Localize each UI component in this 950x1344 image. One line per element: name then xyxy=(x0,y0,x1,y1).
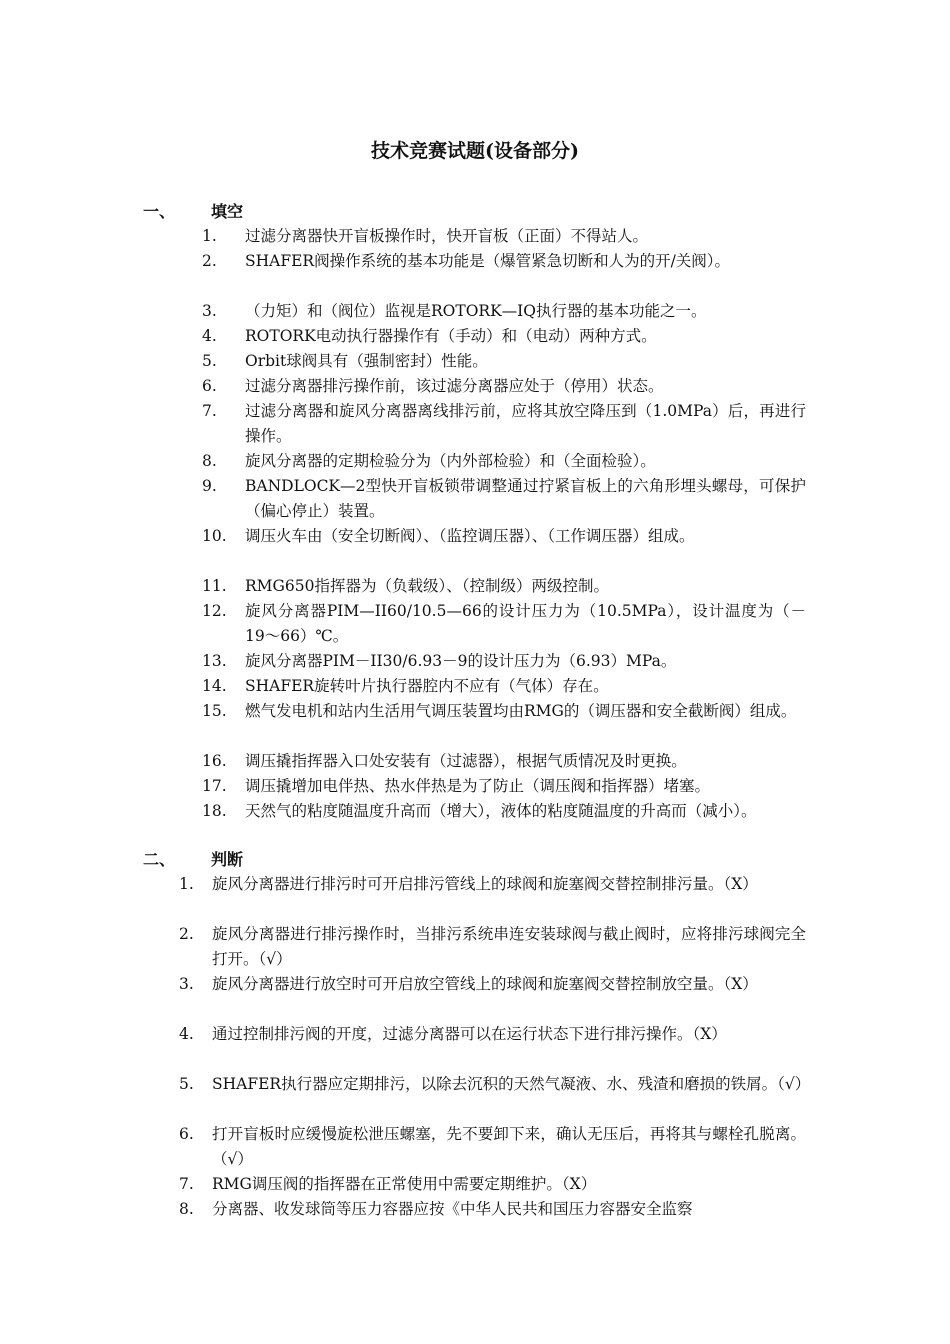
item-text: 旋风分离器进行排污操作时，当排污系统串连安装球阀与截止阀时，应将排污球阀完全打开。（√） xyxy=(212,925,806,968)
item-number: 5. xyxy=(202,352,217,370)
item-number: 7. xyxy=(202,402,217,420)
item-number: 1. xyxy=(179,875,194,893)
fill-item-16 xyxy=(202,749,806,774)
fill-item-5 xyxy=(202,349,806,374)
item-number: 8. xyxy=(179,1200,194,1218)
item-number: 12. xyxy=(202,602,227,620)
item-text: BANDLOCK—2型快开盲板锁带调整通过拧紧盲板上的六角形埋头螺母，可保护（偏心停止）装置。 xyxy=(245,477,806,520)
item-text: 过滤分离器和旋风分离器离线排污前，应将其放空降压到（1.0MPa）后，再进行操作。 xyxy=(245,402,806,445)
section-1-heading xyxy=(143,200,243,224)
item-text: ROTORK电动执行器操作有（手动）和（电动）两种方式。 xyxy=(245,327,657,345)
item-number: 3. xyxy=(202,302,217,320)
item-text: 调压撬增加电伴热、热水伴热是为了防止（调压阀和指挥器）堵塞。 xyxy=(245,777,711,795)
item-number: 2. xyxy=(179,925,194,943)
item-text: SHAFER执行器应定期排污，以除去沉积的天然气凝液、水、残渣和磨损的铁屑。（√） xyxy=(212,1075,811,1093)
item-text: 过滤分离器快开盲板操作时，快开盲板（正面）不得站人。 xyxy=(245,227,649,245)
judge-item-3 xyxy=(179,972,806,997)
item-number: 13. xyxy=(202,652,227,670)
item-text: Orbit球阀具有（强制密封）性能。 xyxy=(245,352,488,370)
fill-item-2 xyxy=(202,249,806,274)
fill-item-11 xyxy=(202,574,806,599)
item-number: 18. xyxy=(202,802,227,820)
fill-item-14 xyxy=(202,674,806,699)
item-text: 旋风分离器PIM－II30/6.93－9的设计压力为（6.93）MPa。 xyxy=(245,652,677,670)
fill-item-9 xyxy=(202,474,806,524)
item-text: SHAFER旋转叶片执行器腔内不应有（气体）存在。 xyxy=(245,677,609,695)
section-2-number: 二、 xyxy=(143,850,176,869)
item-text: RMG650指挥器为（负载级）、（控制级）两级控制。 xyxy=(245,577,610,595)
item-number: 5. xyxy=(179,1075,194,1093)
judge-item-4 xyxy=(179,1022,806,1047)
item-number: 15. xyxy=(202,702,227,720)
item-text: 天然气的粘度随温度升高而（增大），液体的粘度随温度的升高而（减小）。 xyxy=(245,802,757,820)
item-number: 14. xyxy=(202,677,227,695)
fill-item-1 xyxy=(202,224,806,249)
item-number: 1. xyxy=(202,227,217,245)
section-2-heading xyxy=(143,848,243,872)
fill-item-3 xyxy=(202,299,806,324)
item-text: 旋风分离器的定期检验分为（内外部检验）和（全面检验）。 xyxy=(245,452,656,470)
item-text: 旋风分离器进行排污时可开启排污管线上的球阀和旋塞阀交替控制排污量。（X） xyxy=(212,875,758,893)
item-text: 打开盲板时应缓慢旋松泄压螺塞，先不要卸下来，确认无压后，再将其与螺栓孔脱离。（√） xyxy=(212,1125,806,1168)
item-text: 分离器、收发球筒等压力容器应按《中华人民共和国压力容器安全监察 xyxy=(212,1200,693,1218)
judge-item-8 xyxy=(179,1197,806,1222)
fill-item-17 xyxy=(202,774,806,799)
item-text: 通过控制排污阀的开度，过滤分离器可以在运行状态下进行排污操作。（X） xyxy=(212,1025,727,1043)
judge-item-6 xyxy=(179,1122,806,1172)
item-text: 旋风分离器进行放空时可开启放空管线上的球阀和旋塞阀交替控制放空量。（X） xyxy=(212,975,758,993)
item-text: RMG调压阀的指挥器在正常使用中需要定期维护。（X） xyxy=(212,1175,597,1193)
item-text: SHAFER阀操作系统的基本功能是（爆管紧急切断和人为的开/关阀）。 xyxy=(245,252,731,270)
item-number: 6. xyxy=(202,377,217,395)
fill-item-4 xyxy=(202,324,806,349)
fill-item-10 xyxy=(202,524,806,549)
item-text: 过滤分离器排污操作前，该过滤分离器应处于（停用）状态。 xyxy=(245,377,664,395)
judge-item-7 xyxy=(179,1172,806,1197)
fill-item-18 xyxy=(202,799,806,824)
item-text: （力矩）和（阀位）监视是ROTORK—IQ执行器的基本功能之一。 xyxy=(245,302,707,320)
fill-item-8 xyxy=(202,449,806,474)
fill-item-7 xyxy=(202,399,806,449)
section-1-number: 一、 xyxy=(143,202,176,221)
document-title: 技术竞赛试题(设备部分) xyxy=(371,140,579,162)
item-number: 11. xyxy=(202,577,227,595)
item-number: 17. xyxy=(202,777,227,795)
fill-item-6 xyxy=(202,374,806,399)
item-text: 调压撬指挥器入口处安装有（过滤器），根据气质情况及时更换。 xyxy=(245,752,687,770)
item-number: 4. xyxy=(179,1025,194,1043)
fill-item-15 xyxy=(202,699,806,724)
item-number: 16. xyxy=(202,752,227,770)
fill-item-13 xyxy=(202,649,806,674)
item-number: 2. xyxy=(202,252,217,270)
section-1-title: 填空 xyxy=(211,202,244,221)
item-number: 8. xyxy=(202,452,217,470)
section-2-title: 判断 xyxy=(211,850,244,869)
judge-item-2 xyxy=(179,922,806,972)
item-number: 3. xyxy=(179,975,194,993)
item-number: 9. xyxy=(202,477,217,495)
judge-item-1 xyxy=(179,872,806,897)
item-number: 6. xyxy=(179,1125,194,1143)
fill-item-12 xyxy=(202,599,806,649)
judge-item-5 xyxy=(179,1072,811,1097)
item-text: 燃气发电机和站内生活用气调压装置均由RMG的（调压器和安全截断阀）组成。 xyxy=(245,702,797,720)
item-number: 7. xyxy=(179,1175,194,1193)
item-text: 旋风分离器PIM—II60/10.5—66的设计压力为（10.5MPa），设计温度为（－19～66）℃。 xyxy=(245,602,806,645)
item-text: 调压火车由（安全切断阀）、（监控调压器）、（工作调压器）组成。 xyxy=(245,527,695,545)
item-number: 4. xyxy=(202,327,217,345)
item-number: 10. xyxy=(202,527,227,545)
